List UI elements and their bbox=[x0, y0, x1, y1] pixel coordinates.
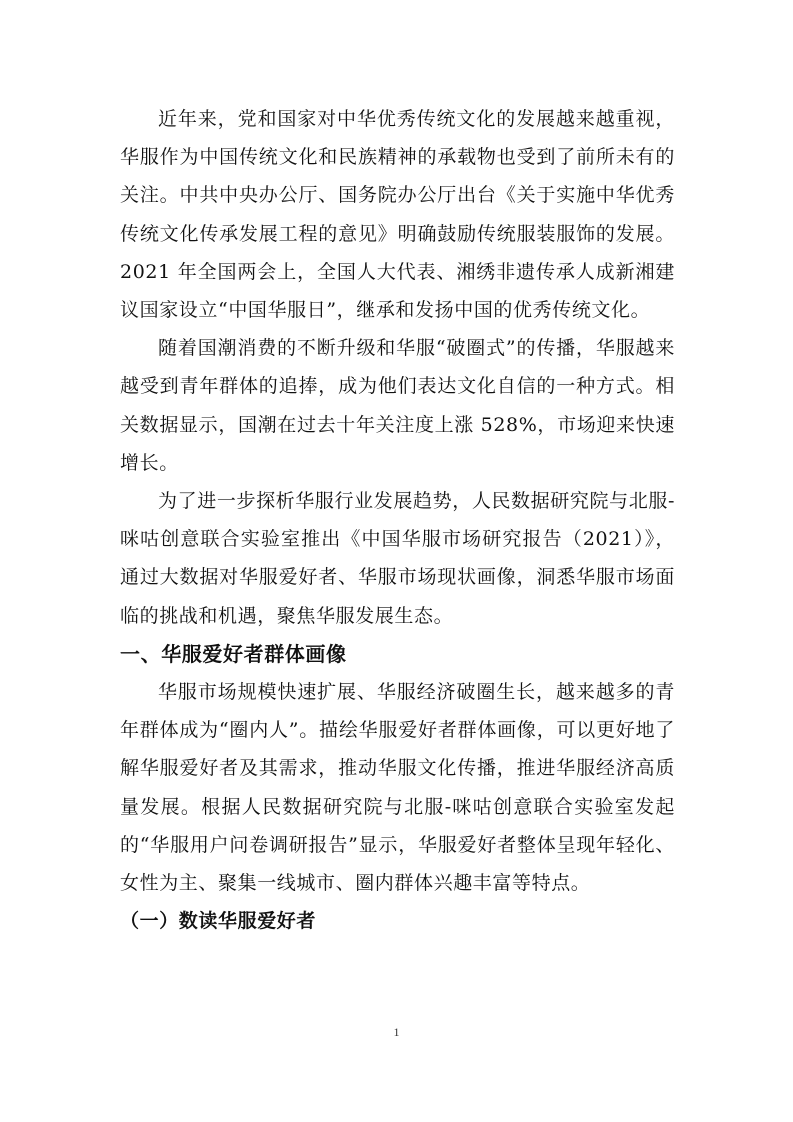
page-number: 1 bbox=[393, 1025, 400, 1039]
document-body bbox=[120, 100, 675, 940]
intro-paragraph-1: 近年来，党和国家对中华优秀传统文化的发展越来越重视，华服作为中国传统文化和民族精神的承载物也受到了前所未有的关注。中共中央办公厅、国务院办公厅出台《关于实施中华优秀传统文化传承发展工程的意见》明确鼓励传统服装服饰的发展。2021 年全国两会上，全国人大代表、湘绣非遗传承人成新湘建议国家设立“中国华服日”，继承和发扬中国的优秀传统文化。 bbox=[120, 108, 675, 322]
intro-paragraph-3: 为了进一步探析华服行业发展趋势，人民数据研究院与北服-咪咕创意联合实验室推出《中国华服市场研究报告（2021）》，通过大数据对华服爱好者、华服市场现状画像，洞悉华服市场面临的挑战和机遇，聚焦华服发展生态。 bbox=[120, 490, 675, 627]
intro-paragraph-2: 随着国潮消费的不断升级和华服“破圈式”的传播，华服越来越受到青年群体的追捧，成为他们表达文化自信的一种方式。相关数据显示，国潮在过去十年关注度上涨 528%，市场迎来快速增长。 bbox=[120, 337, 675, 474]
section-paragraph: 华服市场规模快速扩展、华服经济破圈生长，越来越多的青年群体成为“圈内人”。描绘华服爱好者群体画像，可以更好地了解华服爱好者及其需求，推动华服文化传播，推进华服经济高质量发展。根据人民数据研究院与北服-咪咕创意联合实验室发起的“华服用户问卷调研报告”显示，华服爱好者整体呈现年轻化、女性为主、聚集一线城市、圈内群体兴趣丰富等特点。 bbox=[120, 681, 675, 895]
subsection-heading: （一）数读华服爱好者 bbox=[120, 910, 317, 933]
section-heading: 一、华服爱好者群体画像 bbox=[120, 641, 347, 666]
